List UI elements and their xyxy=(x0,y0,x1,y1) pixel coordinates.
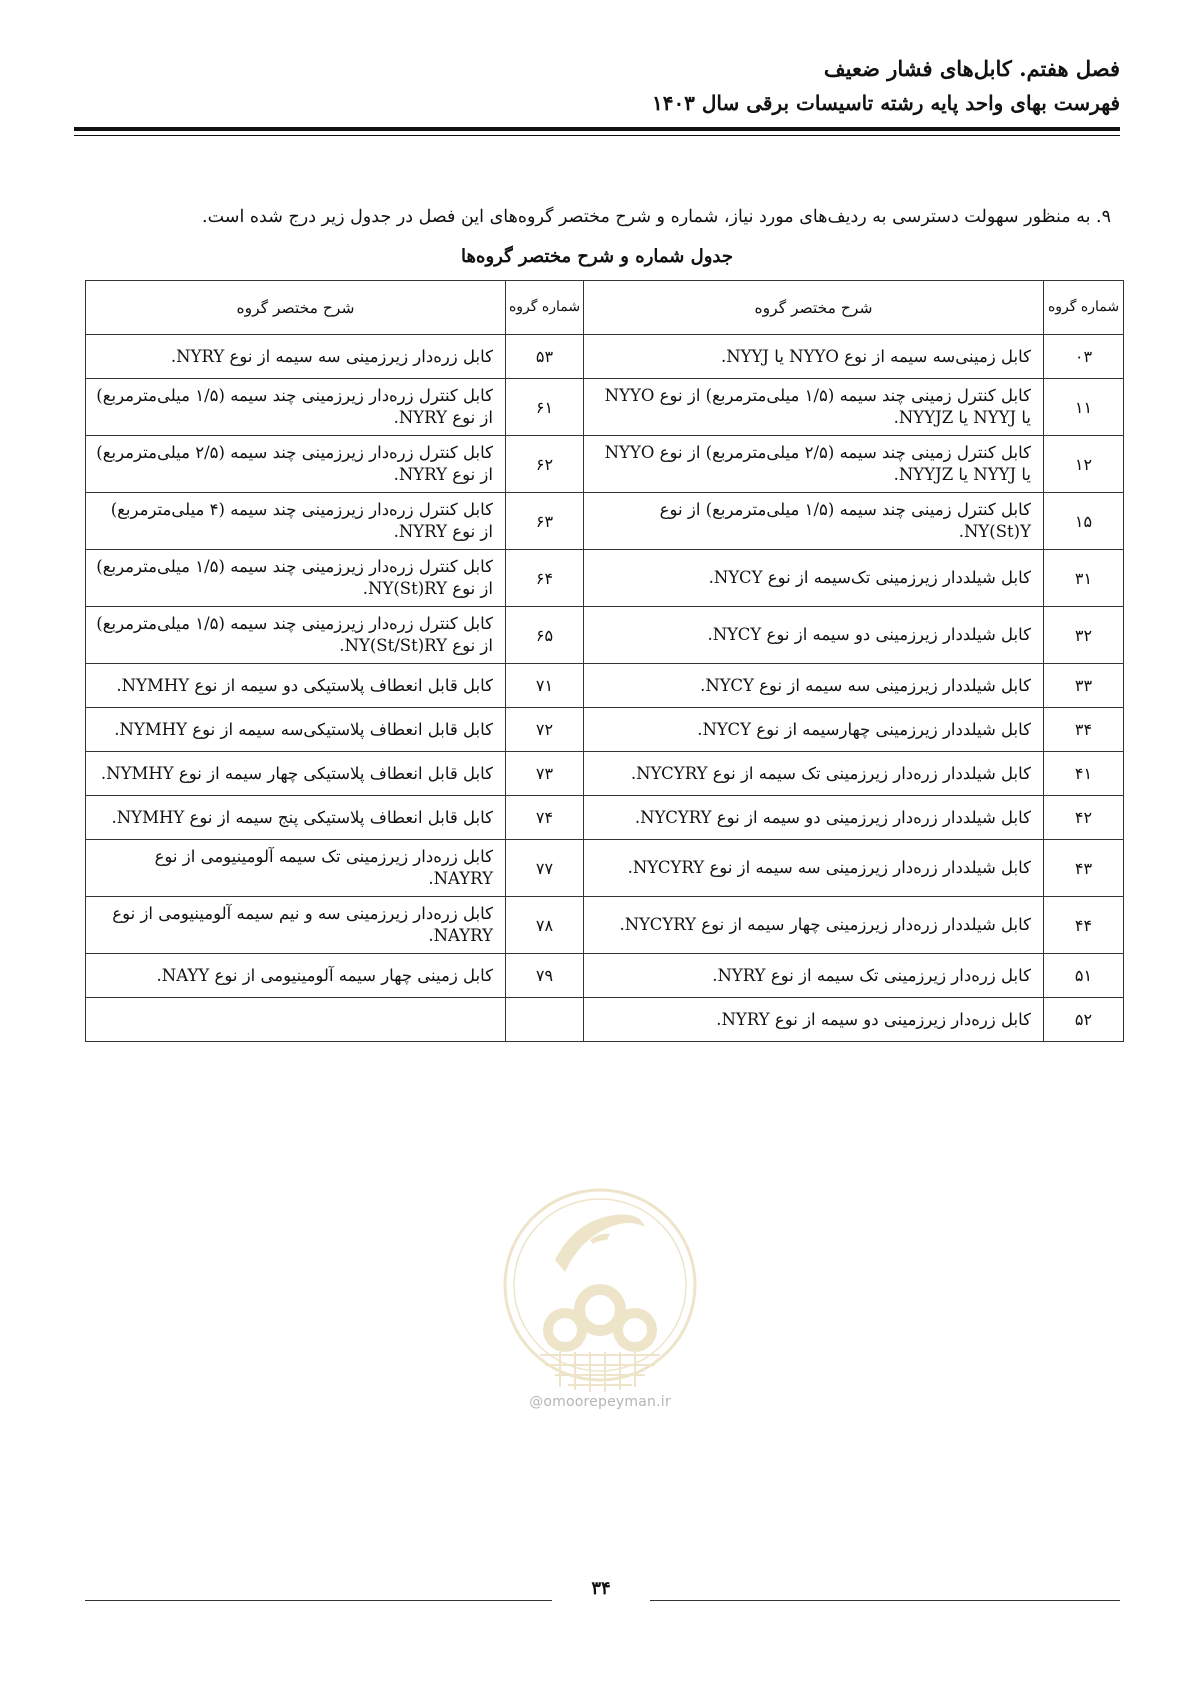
table-body xyxy=(86,335,1124,1042)
document-subtitle: فهرست بهای واحد پایه رشته تاسیسات برقی سال ۱۴۰۳ xyxy=(651,91,1120,115)
group-code: ۴۴ xyxy=(1044,897,1124,954)
group-code: ۷۱ xyxy=(506,664,584,708)
group-description: کابل زمینی‌سه سیمه از نوع NYYO یا NYYJ. xyxy=(584,335,1044,379)
group-description: کابل شیلددار زیرزمینی تک‌سیمه از نوع NYCY. xyxy=(584,550,1044,607)
groups-table xyxy=(85,280,1124,1042)
group-code: ۳۳ xyxy=(1044,664,1124,708)
group-code: ۱۲ xyxy=(1044,436,1124,493)
table-header-row xyxy=(86,281,1124,335)
group-code: ۶۱ xyxy=(506,379,584,436)
footer-rule-left xyxy=(85,1600,552,1601)
header-group-desc: شرح مختصر گروه xyxy=(86,281,506,335)
empty-cell xyxy=(506,998,584,1042)
header-rule-thick xyxy=(74,127,1120,131)
group-description: کابل کنترل زره‌دار زیرزمینی چند سیمه (۱/۵ میلی‌مترمربع) از نوع NY(St/St)RY. xyxy=(86,607,506,664)
group-description: کابل زره‌دار زیرزمینی دو سیمه از نوع NYRY. xyxy=(584,998,1044,1042)
watermark-site-text: @omoorepeyman.ir xyxy=(529,1394,671,1410)
header-rule-thin xyxy=(74,135,1120,136)
group-code: ۴۱ xyxy=(1044,752,1124,796)
watermark-seal-icon xyxy=(500,1180,700,1420)
group-code: ۷۷ xyxy=(506,840,584,897)
group-description: کابل کنترل زره‌دار زیرزمینی چند سیمه (۱/۵ میلی‌مترمربع) از نوع NY(St)RY. xyxy=(86,550,506,607)
group-code: ۴۳ xyxy=(1044,840,1124,897)
group-description: کابل شیلددار زره‌دار زیرزمینی دو سیمه از نوع NYCYRY. xyxy=(584,796,1044,840)
table-caption: جدول شماره و شرح مختصر گروه‌ها xyxy=(461,246,733,267)
group-description: کابل شیلددار زیرزمینی سه سیمه از نوع NYCY. xyxy=(584,664,1044,708)
table-row xyxy=(86,607,1124,664)
group-description: کابل شیلددار زره‌دار زیرزمینی تک سیمه از نوع NYCYRY. xyxy=(584,752,1044,796)
table-row xyxy=(86,752,1124,796)
group-description: کابل زره‌دار زیرزمینی سه و نیم سیمه آلومینیومی از نوع NAYRY. xyxy=(86,897,506,954)
table-row xyxy=(86,379,1124,436)
table-row xyxy=(86,335,1124,379)
table-row xyxy=(86,493,1124,550)
empty-cell xyxy=(86,998,506,1042)
group-code: ۳۱ xyxy=(1044,550,1124,607)
group-code: ۵۲ xyxy=(1044,998,1124,1042)
header-group-number: شماره گروه xyxy=(506,281,584,335)
header-group-number: شماره گروه xyxy=(1044,281,1124,335)
header-group-desc: شرح مختصر گروه xyxy=(584,281,1044,335)
table-row xyxy=(86,796,1124,840)
chapter-title: فصل هفتم. کابل‌های فشار ضعیف xyxy=(823,56,1120,81)
group-code: ۶۲ xyxy=(506,436,584,493)
group-code: ۵۳ xyxy=(506,335,584,379)
group-code: ۳۲ xyxy=(1044,607,1124,664)
group-description: کابل شیلددار زره‌دار زیرزمینی چهار سیمه از نوع NYCYRY. xyxy=(584,897,1044,954)
page-header xyxy=(74,52,1120,120)
group-description: کابل کنترل زره‌دار زیرزمینی چند سیمه (۴ میلی‌مترمربع) از نوع NYRY. xyxy=(86,493,506,550)
group-description: کابل قابل انعطاف پلاستیکی دو سیمه از نوع NYMHY. xyxy=(86,664,506,708)
table-row xyxy=(86,998,1124,1042)
table-row xyxy=(86,664,1124,708)
group-code: ۴۲ xyxy=(1044,796,1124,840)
group-code: ۶۴ xyxy=(506,550,584,607)
table-row xyxy=(86,708,1124,752)
table-row xyxy=(86,550,1124,607)
page-number: ۳۴ xyxy=(591,1578,611,1599)
group-code: ۷۸ xyxy=(506,897,584,954)
group-code: ۰۳ xyxy=(1044,335,1124,379)
footer-rule-right xyxy=(650,1600,1120,1601)
group-code: ۷۳ xyxy=(506,752,584,796)
group-description: کابل کنترل زمینی چند سیمه (۱/۵ میلی‌مترمربع) از نوع NYYO یا NYYJ یا NYYJZ. xyxy=(584,379,1044,436)
group-code: ۱۱ xyxy=(1044,379,1124,436)
table-row xyxy=(86,954,1124,998)
group-description: کابل زره‌دار زیرزمینی تک سیمه از نوع NYRY. xyxy=(584,954,1044,998)
table-row xyxy=(86,840,1124,897)
group-description: کابل شیلددار زیرزمینی دو سیمه از نوع NYCY. xyxy=(584,607,1044,664)
group-code: ۳۴ xyxy=(1044,708,1124,752)
group-description: کابل کنترل زمینی چند سیمه (۲/۵ میلی‌مترمربع) از نوع NYYO یا NYYJ یا NYYJZ. xyxy=(584,436,1044,493)
group-code: ۷۴ xyxy=(506,796,584,840)
group-description: کابل قابل انعطاف پلاستیکی پنج سیمه از نوع NYMHY. xyxy=(86,796,506,840)
table-row xyxy=(86,897,1124,954)
group-description: کابل شیلددار زیرزمینی چهارسیمه از نوع NYCY. xyxy=(584,708,1044,752)
group-description: کابل شیلددار زره‌دار زیرزمینی سه سیمه از نوع NYCYRY. xyxy=(584,840,1044,897)
group-code: ۶۵ xyxy=(506,607,584,664)
group-description: کابل کنترل زمینی چند سیمه (۱/۵ میلی‌مترمربع) از نوع NY(St)Y. xyxy=(584,493,1044,550)
group-description: کابل کنترل زره‌دار زیرزمینی چند سیمه (۱/۵ میلی‌مترمربع) از نوع NYRY. xyxy=(86,379,506,436)
group-description: کابل زمینی چهار سیمه آلومینیومی از نوع NAYY. xyxy=(86,954,506,998)
group-code: ۷۹ xyxy=(506,954,584,998)
intro-paragraph: ۹. به منظور سهولت دسترسی به ردیف‌های مورد نیاز، شماره و شرح مختصر گروه‌های این فصل در جدول زیر درج شده است. xyxy=(202,207,1111,227)
group-code: ۶۳ xyxy=(506,493,584,550)
group-code: ۵۱ xyxy=(1044,954,1124,998)
group-description: کابل کنترل زره‌دار زیرزمینی چند سیمه (۲/۵ میلی‌مترمربع) از نوع NYRY. xyxy=(86,436,506,493)
group-description: کابل قابل انعطاف پلاستیکی چهار سیمه از نوع NYMHY. xyxy=(86,752,506,796)
group-description: کابل زره‌دار زیرزمینی تک سیمه آلومینیومی از نوع NAYRY. xyxy=(86,840,506,897)
group-code: ۱۵ xyxy=(1044,493,1124,550)
group-description: کابل قابل انعطاف پلاستیکی‌سه سیمه از نوع NYMHY. xyxy=(86,708,506,752)
group-code: ۷۲ xyxy=(506,708,584,752)
table-row xyxy=(86,436,1124,493)
group-description: کابل زره‌دار زیرزمینی سه سیمه از نوع NYRY. xyxy=(86,335,506,379)
